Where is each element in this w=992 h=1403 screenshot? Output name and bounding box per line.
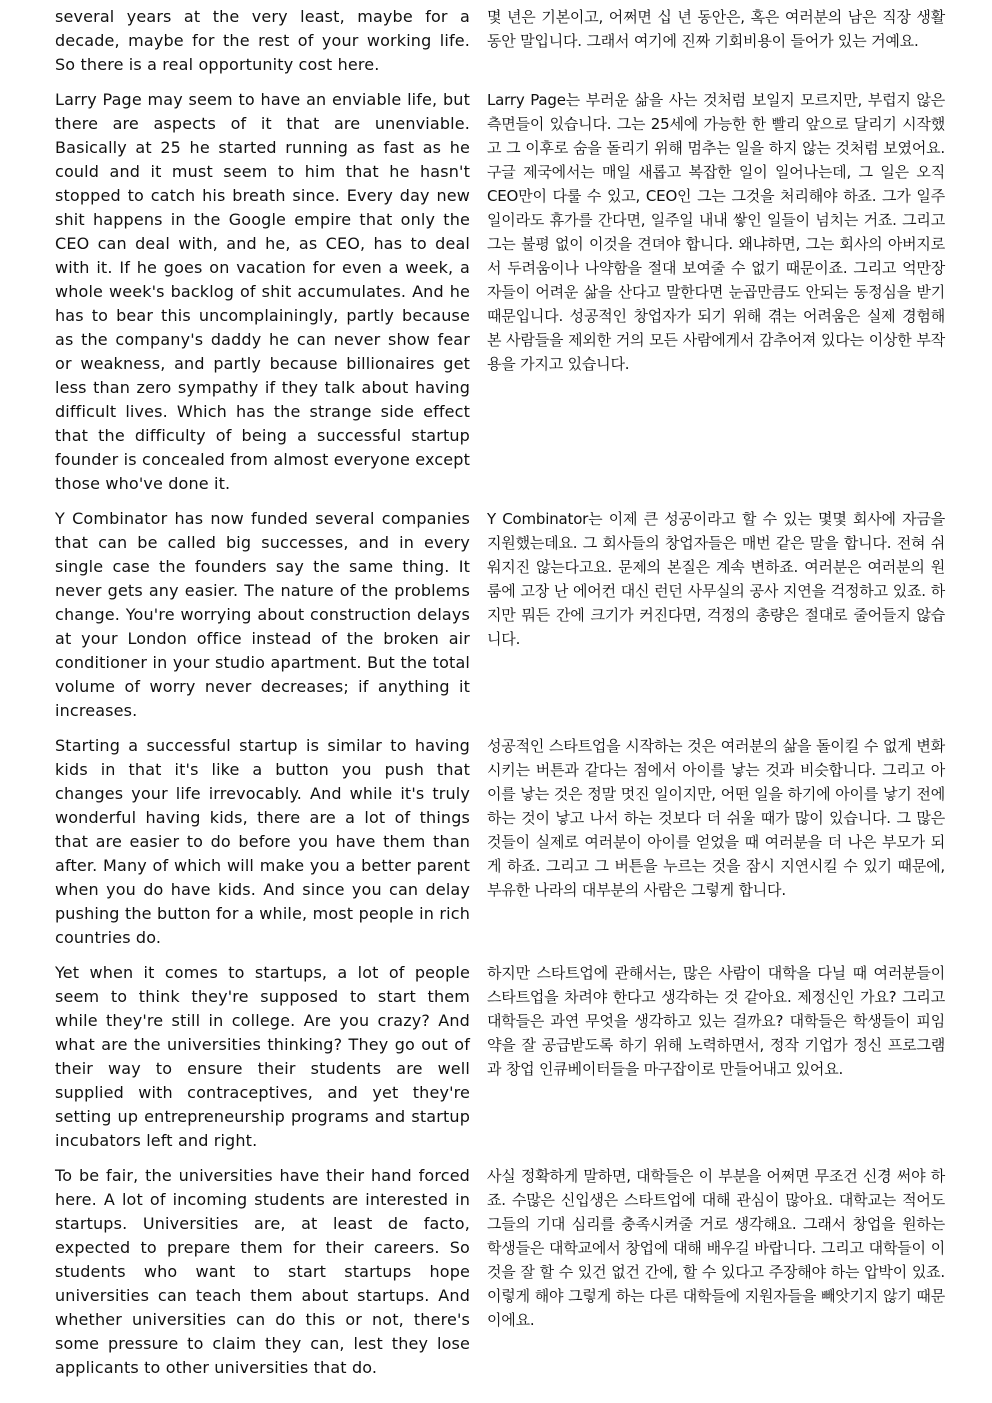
paragraph-row — [55, 734, 945, 950]
paragraph-row — [55, 961, 945, 1153]
korean-paragraph: Larry Page는 부러운 삶을 사는 것처럼 보일지 모르지만, 부럽지 않은 측면들이 있습니다. 그는 25세에 가능한 한 빨리 앞으로 달리기 시작했고 그 이후로 숨을 돌리기 위해 멈추는 일을 하지 않는 것처럼 보였어요. 구글 제국에서는 매일 새롭고 복잡한 일이 일어나는데, 그 일은 오직 CEO만이 다룰 수 있고, CEO인 그는 그것을 처리해야 하죠. 그가 일주일이라도 휴가를 간다면, 일주일 내내 쌓인 일들이 넘치는 거죠. 그리고 그는 불평 없이 이것을 견뎌야 합니다. 왜냐하면, 그는 회사의 아버지로서 두려움이나 나약함을 절대 보여줄 수 없기 때문이죠. 그리고 억만장자들이 어려운 삶을 산다고 말한다면 눈곱만큼도 안되는 동정심을 받기 때문입니다. 성공적인 창업자가 되기 위해 겪는 어려움은 실제 경험해 본 사람들을 제외한 거의 모든 사람에게서 감추어져 있다는 이상한 부작용을 가지고 있습니다. — [487, 91, 945, 373]
paragraph-row — [55, 88, 945, 496]
english-paragraph: Larry Page may seem to have an enviable life, but there are aspects of it that are unenviable. Basically at 25 he started running as fast as he could and it must seem to him that he hasn't stopped to catch his breath since. Every day new shit happens in the Google empire that only the CEO can deal with, and he, as CEO, has to deal with it. If he goes on vacation for even a week, a whole week's backlog of shit accumulates. And he has to bear this uncomplainingly, partly because as the company's daddy he can never show fear or weakness, and partly because billionaires get less than zero sympathy if they talk about having difficult lives. Which has the strange side effect that the difficulty of being a successful startup founder is concealed from almost everyone except those who've done it. — [55, 90, 470, 493]
korean-paragraph: Y Combinator는 이제 큰 성공이라고 할 수 있는 몇몇 회사에 자금을 지원했는데요. 그 회사들의 창업자들은 매번 같은 말을 합니다. 전혀 쉬워지진 않는다고요. 문제의 본질은 계속 변하죠. 여러분은 여러분의 원룸에 고장 난 에어컨 대신 런던 사무실의 공사 지연을 걱정하고 있죠. 하지만 뭐든 간에 크기가 커진다면, 걱정의 총량은 절대로 줄어들지 않습니다. — [487, 510, 945, 648]
bilingual-document — [55, 5, 945, 1391]
english-paragraph: To be fair, the universities have their hand forced here. A lot of incoming students are interested in startups. Universities are, at least de facto, expected to prepare them for their careers. So students who want to start startups hope universities can teach them about startups. And whether universities can do this or not, there's some pressure to claim they can, lest they lose applicants to other universities that do. — [55, 1166, 470, 1377]
paragraph-row — [55, 507, 945, 723]
english-paragraph: Y Combinator has now funded several companies that can be called big successes, and in every single case the founders say the same thing. It never gets any easier. The nature of the problems change. You're worrying about construction delays at your London office instead of the broken air conditioner in your studio apartment. But the total volume of worry never decreases; if anything it increases. — [55, 509, 470, 720]
korean-paragraph: 몇 년은 기본이고, 어쩌면 십 년 동안은, 혹은 여러분의 남은 직장 생활 동안 말입니다. 그래서 여기에 진짜 기회비용이 들어가 있는 거예요. — [487, 8, 945, 50]
korean-paragraph: 사실 정확하게 말하면, 대학들은 이 부분을 어쩌면 무조건 신경 써야 하죠. 수많은 신입생은 스타트업에 대해 관심이 많아요. 대학교는 적어도 그들의 기대 심리를 충족시켜줄 거로 생각해요. 그래서 창업을 원하는 학생들은 대학교에서 창업에 대해 배우길 바랍니다. 그리고 대학들이 이것을 잘 할 수 있건 없건 간에, 할 수 있다고 주장해야 하는 압박이 있죠. 이렇게 해야 그렇게 하는 다른 대학들에 지원자들을 빼앗기지 않기 때문이에요. — [487, 1167, 945, 1329]
english-paragraph: Yet when it comes to startups, a lot of people seem to think they're supposed to start them while they're still in college. Are you crazy? And what are the universities thinking? They go out of their way to ensure their students are well supplied with contraceptives, and yet they're setting up entrepreneurship programs and startup incubators left and right. — [55, 963, 470, 1150]
paragraph-row — [55, 1164, 945, 1380]
paragraph-row — [55, 5, 945, 77]
english-paragraph: several years at the very least, maybe for a decade, maybe for the rest of your working life. So there is a real opportunity cost here. — [55, 7, 470, 74]
korean-paragraph: 성공적인 스타트업을 시작하는 것은 여러분의 삶을 돌이킬 수 없게 변화시키는 버튼과 같다는 점에서 아이를 낳는 것과 비슷합니다. 그리고 아이를 낳는 것은 정말 멋진 일이지만, 어떤 일을 하기에 아이를 낳기 전에 하는 것이 낳고 나서 하는 것보다 더 쉬울 때가 많이 있습니다. 그 많은 것들이 실제로 여러분이 아이를 얻었을 때 여러분을 더 나은 부모가 되게 하죠. 그리고 그 버튼을 누르는 것을 잠시 지연시킬 수 있기 때문에, 부유한 나라의 대부분의 사람은 그렇게 합니다. — [487, 737, 945, 899]
korean-paragraph: 하지만 스타트업에 관해서는, 많은 사람이 대학을 다닐 때 여러분들이 스타트업을 차려야 한다고 생각하는 것 같아요. 제정신인 가요? 그리고 대학들은 과연 무엇을 생각하고 있는 걸까요? 대학들은 학생들이 피임약을 잘 공급받도록 하기 위해 노력하면서, 정작 기업가 정신 프로그램과 창업 인큐베이터들을 마구잡이로 만들어내고 있어요. — [487, 964, 945, 1078]
english-paragraph: Starting a successful startup is similar to having kids in that it's like a button you push that changes your life irrevocably. And while it's truly wonderful having kids, there are a lot of things that are easier to do before you have them than after. Many of which will make you a better parent when you do have kids. And since you can delay pushing the button for a while, most people in rich countries do. — [55, 736, 470, 947]
